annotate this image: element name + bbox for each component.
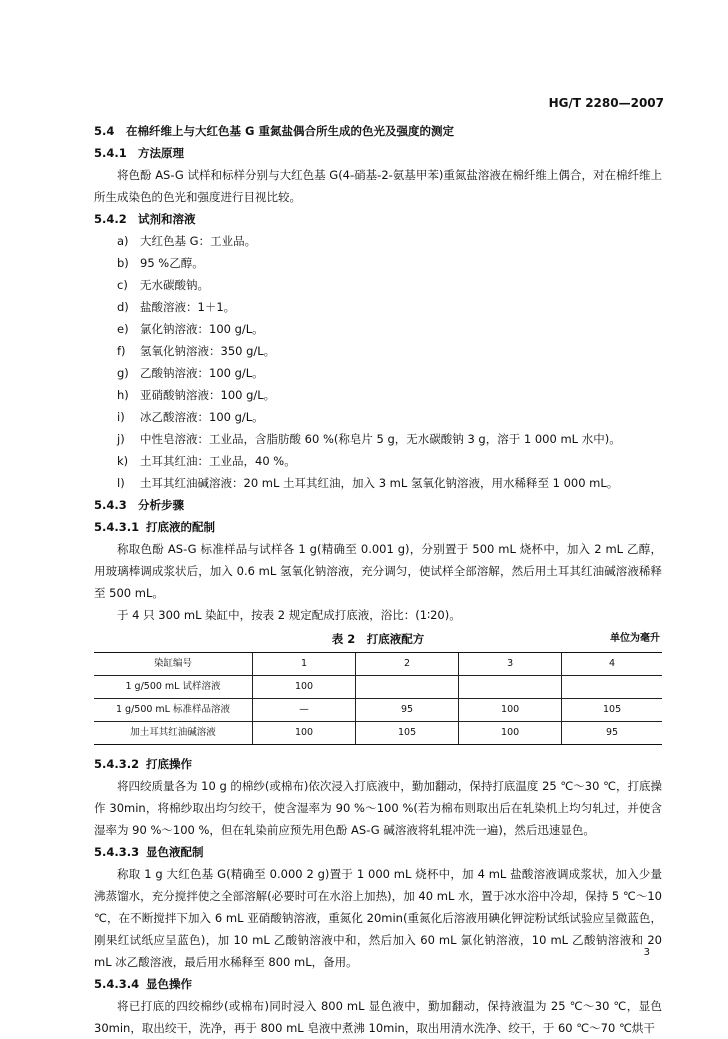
table-cell: 1 g/500 mL 试样溶液 xyxy=(94,676,253,699)
table-cell: 105 xyxy=(356,722,459,745)
table-cell: 100 xyxy=(253,676,356,699)
list-item xyxy=(94,362,662,384)
table-cell xyxy=(562,676,662,699)
section-title: 在棉纤维上与大红色基 G 重氮盐偶合所生成的色光及强度的测定 xyxy=(126,124,454,138)
reagent-list xyxy=(94,230,662,494)
section-number: 5.4.3 xyxy=(94,498,127,512)
column-header: 1 xyxy=(253,653,356,676)
table-caption xyxy=(94,628,662,650)
list-item xyxy=(94,384,662,406)
section-number: 5.4.2 xyxy=(94,212,127,226)
item-text: 大红色基 G：工业品。 xyxy=(140,234,257,248)
item-text: 无水碳酸钠。 xyxy=(140,278,209,292)
table-block xyxy=(94,628,662,745)
page-number: 3 xyxy=(643,947,650,958)
list-item xyxy=(94,406,662,428)
list-item xyxy=(94,230,662,252)
column-header: 染缸编号 xyxy=(94,653,253,676)
column-header: 2 xyxy=(356,653,459,676)
section-heading xyxy=(94,753,662,775)
section-title: 打底操作 xyxy=(146,757,192,771)
table-row xyxy=(94,699,662,722)
item-text: 氯化钠溶液：100 g/L。 xyxy=(140,322,264,336)
table-cell: 105 xyxy=(562,699,662,722)
list-item xyxy=(94,252,662,274)
item-label: e) xyxy=(117,322,129,336)
paragraph: 将已打底的四绞棉纱(或棉布)同时浸入 800 mL 显色液中，勤加翻动，保持液温为 25 ℃～30 ℃，显色 30min，取出绞干，洗净，再于 800 mL 皂液中煮沸 10min，取出用清水洗净、绞干，于 60 ℃～70 ℃烘干 xyxy=(94,999,662,1035)
table-cell: 100 xyxy=(459,699,562,722)
table-title: 表 2 打底液配方 xyxy=(331,632,425,646)
item-label: k) xyxy=(117,454,129,468)
paragraph: 将四绞质量各为 10 g 的棉纱(或棉布)依次浸入打底液中，勤加翻动，保持打底温度 25 ℃～30 ℃，打底操作 30min，将棉纱取出均匀绞干，使含湿率为 90 %～100 %(若为棉布则取出后在轧染机上均匀轧过，并使含湿率为 90 %～100 %，但在轧染前应预先用色酚 AS-G 碱溶液将轧辊冲洗一遍)，然后迅速显色。 xyxy=(94,779,662,837)
table-cell: 加土耳其红油碱溶液 xyxy=(94,722,253,745)
table-cell: 1 g/500 mL 标准样品溶液 xyxy=(94,699,253,722)
column-header: 4 xyxy=(562,653,662,676)
item-text: 氢氧化钠溶液：350 g/L。 xyxy=(140,344,276,358)
section-number: 5.4.3.1 xyxy=(94,520,140,534)
item-label: f) xyxy=(117,344,126,358)
table-row xyxy=(94,722,662,745)
section-title: 试剂和溶液 xyxy=(138,212,196,226)
section-title: 显色液配制 xyxy=(146,845,204,859)
section-number: 5.4.1 xyxy=(94,146,127,160)
item-label: j) xyxy=(117,432,125,446)
section-heading xyxy=(94,973,662,995)
section-heading xyxy=(94,516,662,538)
item-label: d) xyxy=(117,300,129,314)
table-unit: 单位为毫升 xyxy=(610,633,660,644)
list-item xyxy=(94,428,662,450)
section-title: 显色操作 xyxy=(146,977,192,991)
item-text: 亚硝酸钠溶液：100 g/L。 xyxy=(140,388,276,402)
document-code: HG/T 2280—2007 xyxy=(548,96,664,110)
list-item xyxy=(94,340,662,362)
item-text: 95 %乙醇。 xyxy=(140,256,204,270)
section-title: 分析步骤 xyxy=(138,498,184,512)
item-label: i) xyxy=(117,410,125,424)
section-number: 5.4.3.2 xyxy=(94,757,140,771)
table-cell: 100 xyxy=(459,722,562,745)
table-cell: 95 xyxy=(356,699,459,722)
recipe-table xyxy=(94,652,662,745)
item-label: c) xyxy=(117,278,128,292)
table-row xyxy=(94,676,662,699)
list-item xyxy=(94,450,662,472)
table-cell xyxy=(459,676,562,699)
item-label: a) xyxy=(117,234,129,248)
section-heading xyxy=(94,208,662,230)
item-text: 土耳其红油：工业品，40 %。 xyxy=(140,454,296,468)
list-item xyxy=(94,274,662,296)
table-cell: 100 xyxy=(253,722,356,745)
section-heading xyxy=(94,120,662,142)
section-heading xyxy=(94,494,662,516)
paragraph: 将色酚 AS-G 试样和标样分别与大红色基 G(4-硝基-2-氨基甲苯)重氮盐溶液在棉纤维上偶合，对在棉纤维上所生成染色的色光和强度进行目视比较。 xyxy=(94,168,662,204)
item-text: 中性皂溶液：工业品，含脂肪酸 60 %(称皂片 5 g，无水碳酸钠 3 g，溶于 1 000 mL 水中)。 xyxy=(140,432,621,446)
section-number: 5.4.3.4 xyxy=(94,977,140,991)
section-title: 打底液的配制 xyxy=(146,520,215,534)
paragraph: 称取色酚 AS-G 标准样品与试样各 1 g(精确至 0.001 g)，分别置于 500 mL 烧杯中，加入 2 mL 乙醇，用玻璃棒调成浆状后，加入 0.6 mL 氢氧化钠溶液，充分调匀，使试样全部溶解，然后用土耳其红油碱溶液稀释至 500 mL。 xyxy=(94,542,662,600)
table-header-row xyxy=(94,653,662,676)
item-label: b) xyxy=(117,256,129,270)
list-item xyxy=(94,296,662,318)
page-content xyxy=(94,120,662,1039)
item-label: h) xyxy=(117,388,129,402)
section-number: 5.4.3.3 xyxy=(94,845,140,859)
item-label: l) xyxy=(117,476,125,490)
list-item xyxy=(94,318,662,340)
table-cell xyxy=(356,676,459,699)
item-text: 土耳其红油碱溶液：20 mL 土耳其红油，加入 3 mL 氢氧化钠溶液，用水稀释至 1 000 mL。 xyxy=(140,476,619,490)
item-text: 乙酸钠溶液：100 g/L。 xyxy=(140,366,264,380)
item-label: g) xyxy=(117,366,129,380)
list-item xyxy=(94,472,662,494)
table-cell: 95 xyxy=(562,722,662,745)
section-title: 方法原理 xyxy=(138,146,184,160)
table-cell: — xyxy=(253,699,356,722)
column-header: 3 xyxy=(459,653,562,676)
section-heading xyxy=(94,841,662,863)
section-number: 5.4 xyxy=(94,124,115,138)
item-text: 盐酸溶液：1＋1。 xyxy=(140,300,236,314)
paragraph: 于 4 只 300 mL 染缸中，按表 2 规定配成打底液，浴比：(1∶20)。 xyxy=(117,608,461,622)
item-text: 冰乙酸溶液：100 g/L。 xyxy=(140,410,264,424)
section-heading xyxy=(94,142,662,164)
paragraph: 称取 1 g 大红色基 G(精确至 0.000 2 g)置于 1 000 mL 烧杯中，加 4 mL 盐酸溶液调成浆状，加入少量沸蒸馏水，充分搅拌使之全部溶解(必要时可在水浴上加热)，加 40 mL 水，置于冰水浴中冷却，保持 5 ℃～10 ℃，在不断搅拌下加入 6 mL 亚硝酸钠溶液，重氮化 20min(重氮化后溶液用碘化钾淀粉试纸试验应呈微蓝色，刚果红试纸应呈蓝色)，加 10 mL 乙酸钠溶液中和，然后加入 60 mL 氯化钠溶液，10 mL 乙酸钠溶液和 20 mL 冰乙酸溶液，最后用水稀释至 800 mL，备用。 xyxy=(94,867,662,969)
